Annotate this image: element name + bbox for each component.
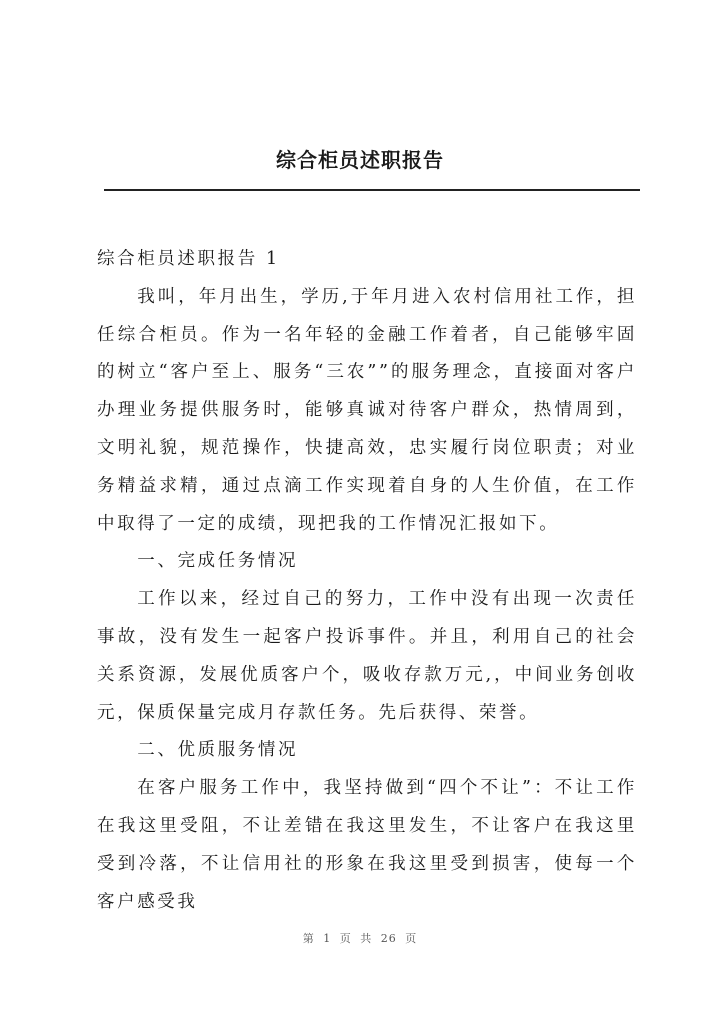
title-underline (104, 189, 640, 191)
document-title: 综合柜员述职报告 (276, 148, 444, 172)
document-body (97, 241, 637, 921)
paragraph-intro: 我叫，年月出生，学历,于年月进入农村信用社工作，担任综合柜员。作为一名年轻的金融工作着者，自己能够牢固的树立“客户至上、服务“三农””的服务理念，直接面对客户办理业务提供服务时，能够真诚对待客户群众，热情周到，文明礼貌，规范操作，快捷高效，忠实履行岗位职责；对业务精益求精，通过点滴工作实现着自身的人生价值，在工作中取得了一定的成绩，现把我的工作情况汇报如下。 (97, 286, 637, 534)
page-number-footer: 第 1 页 共 26 页 (302, 932, 418, 945)
section-heading: 综合柜员述职报告 1 (97, 249, 280, 269)
section-heading-tasks: 一、完成任务情况 (137, 551, 299, 572)
paragraph-service: 在客户服务工作中，我坚持做到“四个不让”：不让工作在我这里受阻，不让差错在我这里发生，不让客户在我这里受到冷落，不让信用社的形象在我这里受到损害，使每一个客户感受我 (97, 778, 637, 912)
section-heading-service: 二、优质服务情况 (137, 740, 299, 761)
paragraph-tasks: 工作以来，经过自己的努力，工作中没有出现一次责任事故，没有发生一起客户投诉事件。并且，利用自己的社会关系资源，发展优质客户个，吸收存款万元,，中间业务创收元，保质保量完成月存款任务。先后获得、荣誉。 (97, 589, 637, 723)
